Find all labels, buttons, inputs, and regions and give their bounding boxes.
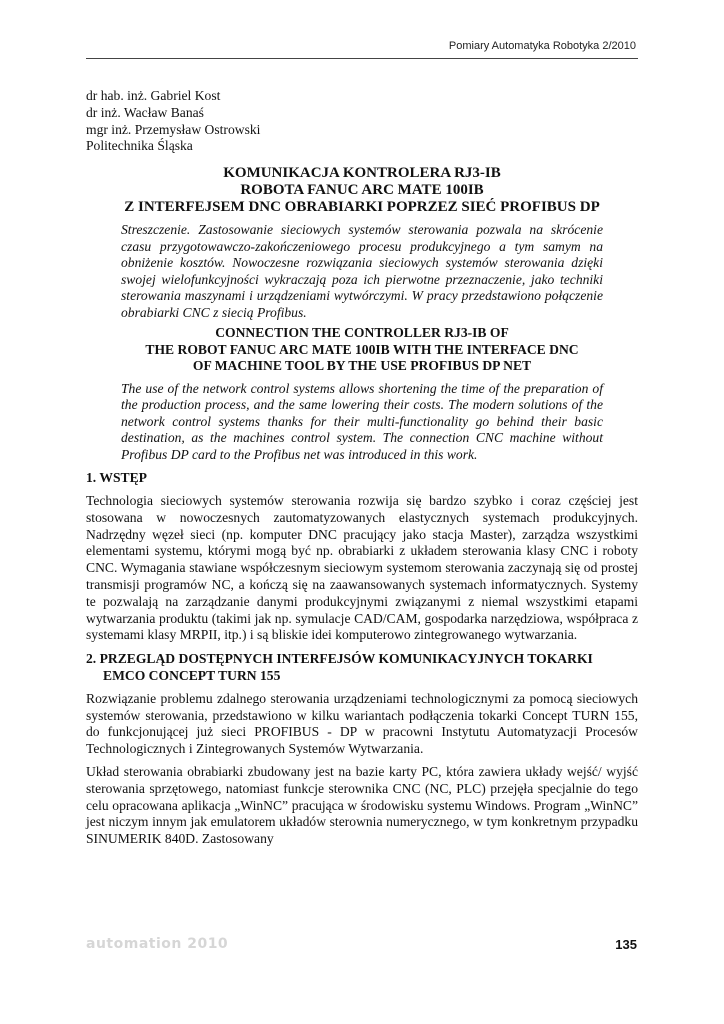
- title-en-line-3: OF MACHINE TOOL BY THE USE PROFIBUS DP NET: [192, 358, 532, 374]
- abstract-polish: Streszczenie. Zastosowanie sieciowych systemów sterowania pozwala na skrócenie czasu przygotowawczo-zakończeniowego procesu produkcyjnego a tym samym na obniżenie kosztów. Nowoczesne rozwiązania sieciowych systemów sterowania dzięki swojej wielofunkcyjności wykraczają poza ich pierwotne przeznaczenie, jako techniki sterowania maszynami i urządzeniami wytwórczymi. W pracy przedstawiono połączenie obrabiarki CNC z siecią Profibus.: [121, 222, 603, 320]
- section-1-heading: 1. WSTĘP: [86, 470, 147, 486]
- author-1: dr hab. inż. Gabriel Kost: [86, 88, 221, 103]
- title-en-line-1: CONNECTION THE CONTROLLER RJ3-IB OF: [215, 325, 509, 341]
- abstract-english: The use of the network control systems allows shortening the time of the preparation of the production process, and the same lowering their costs. The modern solutions of the network control systems thanks for their multi-functionality go behind their basic destination, as the machines control system. The connection CNC machine without Profibus DP card to the Profibus net was introduced in this work.: [121, 380, 603, 462]
- section-2-heading-line-2: EMCO CONCEPT TURN 155: [103, 667, 281, 683]
- author-2: dr inż. Wacław Banaś: [86, 104, 204, 120]
- section-2-paragraph-1: Rozwiązanie problemu zdalnego sterowania urządzeniami technologicznymi za pomocą sieciowych systemów sterowania, przedstawiono w kilku wariantach podłączenia tokarki Concept TURN 155, do funkcjonującej już sieci PROFIBUS - DP w pracowni Instytutu Automatyzacji Procesów Technologicznych i Zintegrowanych Systemów Wytwarzania.: [86, 690, 638, 757]
- title-polish: [86, 165, 638, 216]
- section-2-heading: [86, 651, 638, 685]
- header-rule: [86, 58, 638, 59]
- section-1-paragraph-1: Technologia sieciowych systemów sterowania rozwija się bardzo szybko i coraz częściej jest stosowana w nowoczesnych zautomatyzowanych elastycznych systemach produkcyjnych. Nadrzędny węzeł sieci (np. komputer DNC pracujący jako stacja Master), zarządza wszystkimi elementami systemu, którymi mogą być np. obrabiarki z układem sterowania klasy CNC i roboty CNC. Wymagania stawiane współczesnym sieciowym systemom sterowania zaczynają się od prostej transmisji programów NC, a kończą się na zaawansowanych systemach informatycznych. Systemy te pozwalają na zarządzanie danymi produkcyjnymi związanymi z niemal wszystkimi etapami wytwarzania produktu (takimi jak np. symulacje CAD/CAM, gospodarka narzędziowa, współpraca z systemami klasy MRPII, itp.) i są bliskie idei komputerowo zintegrowanego wytwarzania.: [86, 492, 638, 643]
- running-head: Pomiary Automatyka Robotyka 2/2010: [448, 40, 636, 52]
- section-2-heading-line-1: 2. PRZEGLĄD DOSTĘPNYCH INTERFEJSÓW KOMUNIKACYJNYCH TOKARKI: [86, 651, 593, 667]
- title-en-line-2: THE ROBOT FANUC ARC MATE 100IB WITH THE INTERFACE DNC: [145, 341, 579, 357]
- page-number: 135: [615, 937, 637, 952]
- title-pl-line-2: ROBOTA FANUC ARC MATE 100IB: [240, 182, 484, 199]
- section-2-paragraph-2: Układ sterowania obrabiarki zbudowany jest na bazie karty PC, która zawiera układy wejść/ wyjść sterowania sprzętowego, natomiast funkcje sterownika CNC (NC, PLC) przejęła specjalnie do tego celu opracowana aplikacja „WinNC” pracująca w środowisku systemu Windows. Program „WinNC” jest niczym innym jak emulatorem układów sterownia numerycznego, w tym konkretnym przypadku SINUMERIK 840D. Zastosowany: [86, 763, 638, 847]
- affiliation: Politechnika Śląska: [86, 138, 193, 154]
- title-pl-line-1: KOMUNIKACJA KONTROLERA RJ3-IB: [223, 165, 501, 182]
- title-english: [86, 325, 638, 375]
- title-pl-line-3: Z INTERFEJSEM DNC OBRABIARKI POPRZEZ SIEĆ PROFIBUS DP: [124, 199, 600, 216]
- author-3: mgr inż. Przemysław Ostrowski: [86, 121, 261, 137]
- footer-brand-logo: automation 2010: [86, 936, 229, 952]
- article-body: [86, 88, 638, 854]
- author-block: [86, 88, 638, 155]
